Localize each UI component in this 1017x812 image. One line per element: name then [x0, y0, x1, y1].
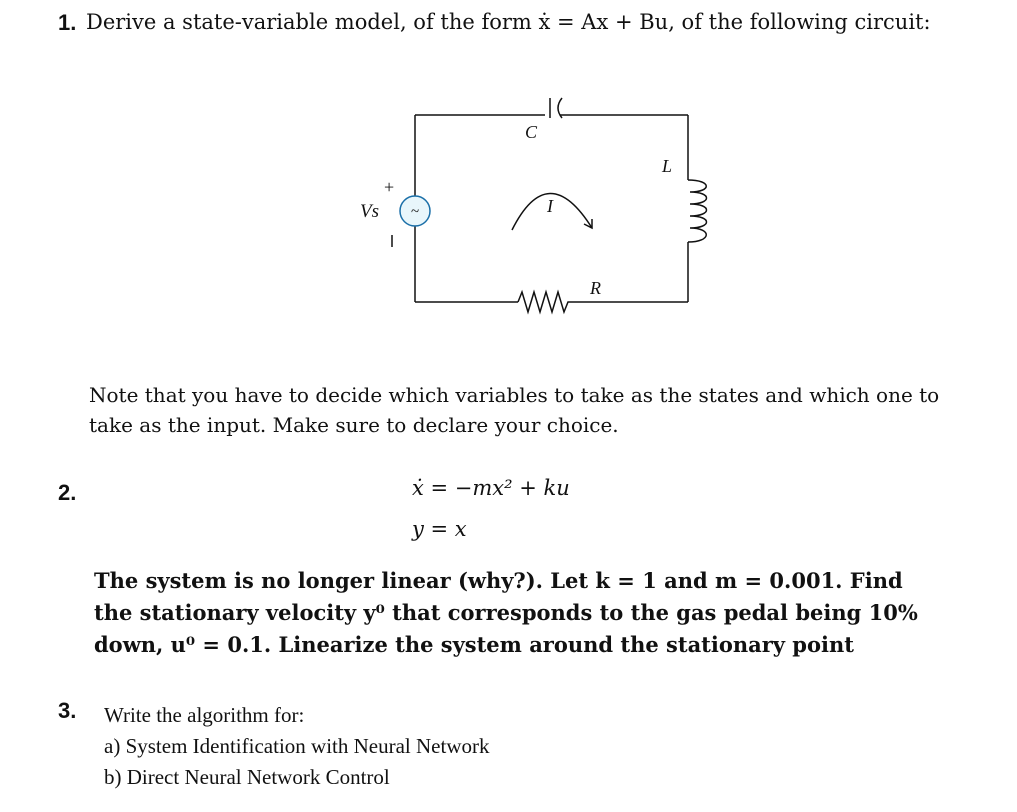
resistor-label: R [590, 278, 601, 298]
question-1-prompt: Derive a state-variable model, of the form ẋ = Ax + Bu, of the following circuit: [86, 10, 931, 34]
q3-item-b: b) Direct Neural Network Control [104, 765, 390, 789]
q2-text-line-3: down, u⁰ = 0.1. Linearize the system around the stationary point [94, 632, 854, 657]
source-tilde-symbol: ~ [410, 204, 420, 220]
q3-intro: Write the algorithm for: [104, 703, 305, 727]
q2-text-line-2: the stationary velocity y⁰ that corresponds to the gas pedal being 10% [94, 600, 918, 625]
source-label: Vs [360, 201, 379, 222]
current-arrowhead [584, 219, 592, 228]
equation-state: ẋ = −mx² + ku [412, 476, 570, 500]
source-plus-label: + [384, 177, 395, 197]
q3-item-a: a) System Identification with Neural Network [104, 734, 490, 758]
inductor-label: L [662, 156, 673, 176]
q2-text-line-1: The system is no longer linear (why?). Let k = 1 and m = 0.001. Find [94, 568, 903, 593]
resistor-zigzag [518, 292, 572, 312]
question-3-number: 3. [58, 698, 77, 723]
note-line-2: take as the input. Make sure to declare your choice. [89, 413, 619, 437]
inductor-coil [688, 180, 707, 242]
circuit-diagram [0, 0, 1017, 380]
equation-output: y = x [412, 517, 467, 541]
capacitor-label: C [525, 122, 538, 142]
question-1-number: 1. [58, 10, 77, 35]
current-label: I [547, 196, 553, 216]
question-2-number: 2. [58, 480, 77, 505]
note-line-1: Note that you have to decide which variables to take as the states and which one to [89, 383, 940, 407]
